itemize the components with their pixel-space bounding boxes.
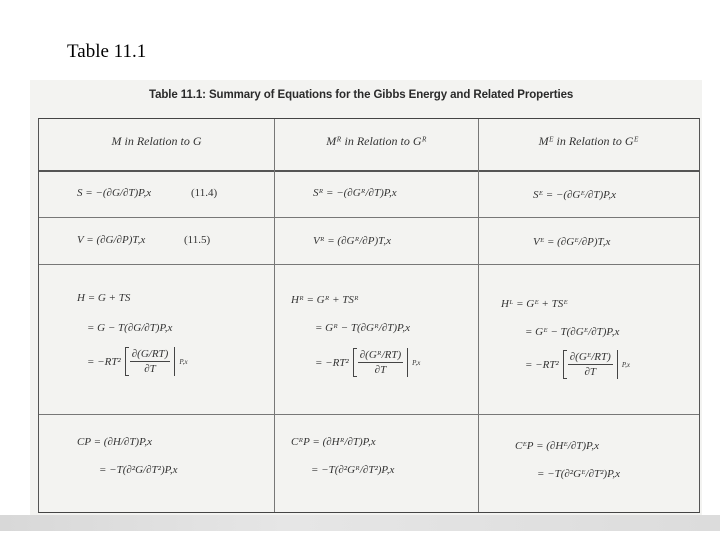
equation: CᴿP = (∂Hᴿ/∂T)P,x bbox=[291, 436, 376, 448]
equation: Hᴸ = Gᴱ + TSᴱ bbox=[501, 298, 568, 310]
denominator: ∂T bbox=[374, 364, 387, 376]
table-cell bbox=[39, 217, 275, 264]
table-row-enthalpy bbox=[39, 264, 699, 415]
table-cell bbox=[275, 264, 479, 414]
table-cell bbox=[479, 170, 698, 217]
table-cell bbox=[275, 217, 479, 264]
subscript: P,x bbox=[621, 360, 631, 369]
denominator: ∂T bbox=[584, 366, 597, 378]
equation-prefix: = −RT² bbox=[87, 355, 121, 368]
header-label: Mᴱ in Relation to Gᴱ bbox=[538, 134, 639, 148]
equation: Sᴿ = −(∂Gᴿ/∂T)P,x bbox=[313, 187, 397, 199]
numerator: ∂(G/RT) bbox=[131, 348, 169, 360]
numerator: ∂(Gᴿ/RT) bbox=[359, 349, 402, 361]
numerator: ∂(Gᴱ/RT) bbox=[569, 351, 611, 363]
equation: H = G + TS bbox=[77, 292, 131, 304]
equation: Hᴿ = Gᴿ + TSᴿ bbox=[291, 294, 359, 306]
table-cell bbox=[275, 414, 479, 512]
equation: Vᴿ = (∂Gᴿ/∂P)T,x bbox=[313, 235, 392, 247]
equation: = Gᴿ − T(∂Gᴿ/∂T)P,x bbox=[315, 322, 410, 334]
fraction-equation bbox=[525, 350, 630, 379]
equation: Vᴱ = (∂Gᴱ/∂P)T,x bbox=[533, 236, 611, 248]
table-cell bbox=[39, 264, 275, 414]
bracket bbox=[125, 347, 176, 376]
fraction-equation bbox=[315, 348, 420, 377]
equations-table bbox=[38, 118, 700, 513]
equation: Sᴱ = −(∂Gᴱ/∂T)P,x bbox=[533, 189, 617, 201]
table-cell bbox=[275, 170, 479, 217]
bracket bbox=[353, 348, 408, 377]
table-cell bbox=[479, 217, 698, 264]
fraction-equation bbox=[87, 347, 188, 376]
equation-prefix: = −RT² bbox=[525, 358, 559, 371]
header-label: M in Relation to G bbox=[111, 134, 202, 148]
equation: = −T(∂²Gᴱ/∂T²)P,x bbox=[537, 468, 621, 480]
table-cell bbox=[39, 170, 275, 217]
header-cell-m bbox=[39, 119, 275, 170]
equation: = −T(∂²G/∂T²)P,x bbox=[99, 464, 178, 476]
equation: = G − T(∂G/∂T)P,x bbox=[87, 322, 173, 334]
table-row-entropy bbox=[39, 170, 699, 218]
table-cell bbox=[39, 414, 275, 512]
header-cell-mr bbox=[275, 119, 479, 170]
header-label: Mᴿ in Relation to Gᴿ bbox=[326, 134, 427, 148]
bracket bbox=[563, 350, 618, 379]
equation: CᴱP = (∂Hᴱ/∂T)P,x bbox=[515, 440, 599, 452]
denominator: ∂T bbox=[144, 363, 156, 375]
table-cell bbox=[479, 264, 698, 414]
table-row-volume bbox=[39, 217, 699, 265]
subscript: P,x bbox=[412, 358, 421, 367]
scan-artifact-strip bbox=[0, 515, 720, 531]
table-header-row bbox=[39, 119, 699, 172]
equation-prefix: = −RT² bbox=[315, 356, 349, 369]
table-cell bbox=[479, 414, 698, 512]
equation-ref: (11.4) bbox=[191, 187, 218, 199]
equation-ref: (11.5) bbox=[184, 234, 211, 246]
slide-title: Table 11.1 bbox=[67, 41, 147, 62]
equation: = Gᴱ − T(∂Gᴱ/∂T)P,x bbox=[525, 326, 620, 338]
table-row-heat-capacity bbox=[39, 414, 699, 512]
header-cell-me bbox=[479, 119, 698, 170]
equation: CP = (∂H/∂T)P,x bbox=[77, 436, 153, 448]
subscript: P,x bbox=[179, 357, 188, 366]
equation: S = −(∂G/∂T)P,x bbox=[77, 187, 152, 199]
table-caption: Table 11.1: Summary of Equations for the Gibbs Energy and Related Properties bbox=[149, 89, 574, 101]
scanned-table-image bbox=[30, 80, 702, 520]
equation: V = (∂G/∂P)T,x bbox=[77, 234, 146, 246]
equation: = −T(∂²Gᴿ/∂T²)P,x bbox=[311, 464, 395, 476]
